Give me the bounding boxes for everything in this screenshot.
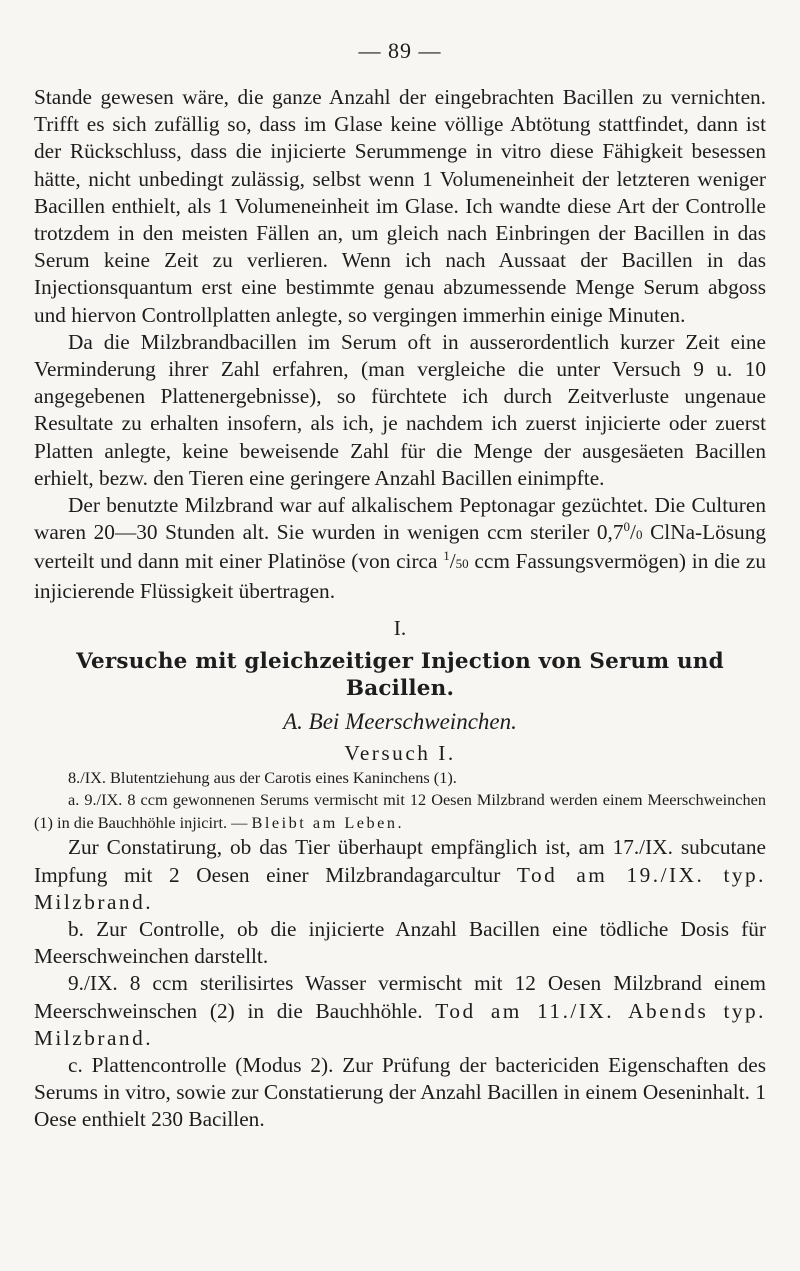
paragraph: b. Zur Controlle, ob die injicierte Anzahl Bacillen eine tödliche Dosis für Meerschweinchen darstellt.	[34, 916, 766, 969]
protocol-line: 8./IX. Blutentziehung aus der Carotis eines Kaninchens (1).	[68, 767, 457, 787]
paragraph: Zur Constatirung, ob das Tier überhaupt empfänglich ist, am 17./IX. subcutane Impfung mit 2 Oesen einer Milzbrandagarcultur Tod am 19./IX. typ. Milzbrand.	[34, 835, 766, 914]
protocol-line: a. 9./IX. 8 ccm gewonnenen Serums vermischt mit 12 Oesen Milzbrand werden einem Meerschweinchen (1) in die Bauchhöhle injicirt. — Bleibt am Leben.	[34, 790, 766, 832]
paragraph: Stande gewesen wäre, die ganze Anzahl der eingebrachten Bacillen zu vernichten. Trifft es sich zufällig so, dass im Glase keine völlige Abtötung stattfindet, dann ist der Rückschluss, dass die injicierte Serummenge in vitro diese Fähigkeit besessen hätte, nicht unbedingt zulässig, selbst wenn 1 Volumeneinheit der letzteren weniger Bacillen enthielt, als 1 Volumeneinheit im Glase. Ich wandte diese Art der Controlle trotzdem in den meisten Fällen an, um gleich nach Einbringen der Bacillen in das Serum keine Zeit zu verlieren. Wenn ich nach Aussaat der Bacillen in das Injectionsquantum erst eine bestimmte genau abzumessende Menge Serum abgoss und hiervon Controllplatten anlegte, so vergingen immerhin einige Minuten.	[34, 85, 766, 327]
section-number: I.	[393, 615, 407, 640]
paragraph: Da die Milzbrandbacillen im Serum oft in ausserordentlich kurzer Zeit eine Verminderung ihrer Zahl erfahren, (man vergleiche die unter Versuch 9 u. 10 angegebenen Plattenergebnisse), so fürchtete ich durch Zeitverluste ungenaue Resultate zu erhalten insofern, als ich, je nachdem ich zuerst injicierte oder zuerst Platten anlegte, keine beweisende Zahl für die Menge der ausgesäeten Bacillen erhielt, bezw. den Tieren eine geringere Anzahl Bacillen einimpfte.	[34, 329, 766, 490]
section-title: Versuche mit gleichzeitiger Injection von Serum und Bacillen.	[76, 649, 724, 702]
paragraph-culture: Der benutzte Milzbrand war auf alkalischem Peptonagar gezüchtet. Die Culturen waren 20—30 Stunden alt. Sie wurden in wenigen ccm steriler $0,7^0/0$ ClNa-Lösung verteilt und dann mit einer Platinöse (von circa $^1$/50 ccm Fassungsvermögen) in die zu injicierende Flüssigkeit übertragen.	[34, 493, 767, 603]
paragraph: 9./IX. 8 ccm sterilisirtes Wasser vermischt mit 12 Oesen Milzbrand einem Meerschweinschen (2) in die Bauchhöhle. Tod am 11./IX. Abends typ. Milzbrand.	[34, 971, 766, 1050]
subsection-title: A. Bei Meerschweinchen.	[283, 709, 517, 735]
experiment-title: Versuch I.	[344, 740, 456, 765]
paragraph: c. Plattencontrolle (Modus 2). Zur Prüfung der bactericiden Eigenschaften des Serums in vitro, sowie zur Constatierung der Anzahl Bacillen in einem Oeseninhalt. 1 Oese enthielt 230 Bacillen.	[34, 1053, 766, 1132]
page-number: — 89 —	[358, 38, 442, 63]
body-text	[34, 84, 766, 1134]
